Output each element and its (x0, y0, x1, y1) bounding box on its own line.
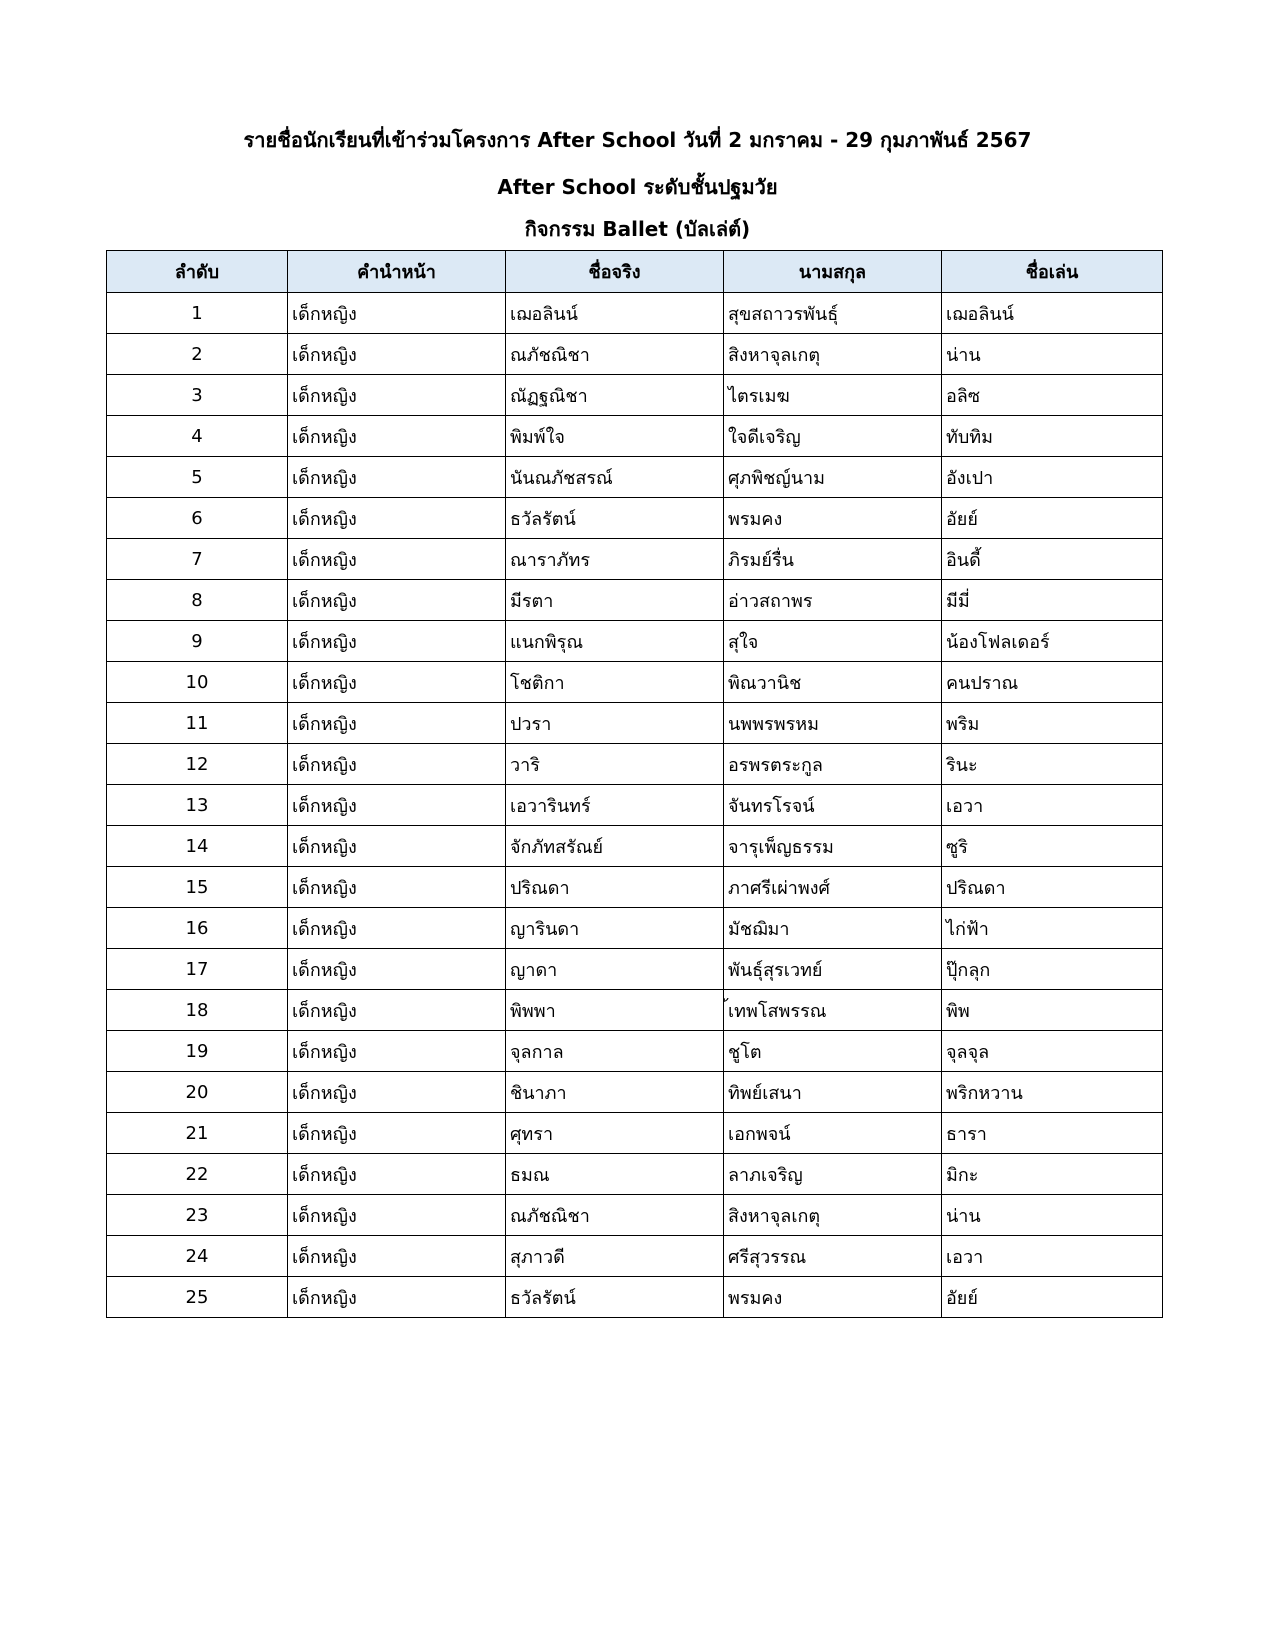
order-cell: 20 (107, 1072, 288, 1113)
table-row (107, 1113, 1163, 1154)
last-name-cell: ้เทพโสพรรณ (724, 990, 942, 1031)
table-row (107, 375, 1163, 416)
last-name-cell: ชูโต (724, 1031, 942, 1072)
table-row (107, 498, 1163, 539)
nickname-cell: เอวา (942, 1236, 1163, 1277)
document-title: รายชื่อนักเรียนที่เข้าร่วมโครงการ After School วันที่ 2 มกราคม - 29 กุมภาพันธ์ 2567 (243, 128, 1032, 152)
last-name-cell: นพพรพรหม (724, 703, 942, 744)
last-name-cell: พรมคง (724, 498, 942, 539)
last-name-cell: ไตรเมฆ (724, 375, 942, 416)
last-name-cell: สุใจ (724, 621, 942, 662)
first-name-cell: ศุทรา (506, 1113, 724, 1154)
nickname-cell: มิกะ (942, 1154, 1163, 1195)
nickname-cell: น่าน (942, 1195, 1163, 1236)
prefix-cell: เด็กหญิง (288, 908, 506, 949)
last-name-cell: พรมคง (724, 1277, 942, 1318)
order-cell: 10 (107, 662, 288, 703)
order-cell: 3 (107, 375, 288, 416)
order-cell: 13 (107, 785, 288, 826)
last-name-cell: พันธุ์สุรเวทย์ (724, 949, 942, 990)
last-name-cell: มัชฌิมา (724, 908, 942, 949)
order-cell: 2 (107, 334, 288, 375)
first-name-cell: แนกพิรุณ (506, 621, 724, 662)
table-row (107, 457, 1163, 498)
last-name-cell: ทิพย์เสนา (724, 1072, 942, 1113)
order-cell: 5 (107, 457, 288, 498)
first-name-cell: จักภัทสรัณย์ (506, 826, 724, 867)
prefix-cell: เด็กหญิง (288, 1072, 506, 1113)
nickname-cell: ทับทิม (942, 416, 1163, 457)
table-row (107, 580, 1163, 621)
nickname-cell: อลิซ (942, 375, 1163, 416)
last-name-cell: สิงหาจุลเกตุ (724, 1195, 942, 1236)
first-name-cell: พิมพ์ใจ (506, 416, 724, 457)
last-name-cell: พิณวานิช (724, 662, 942, 703)
student-roster-table (106, 250, 1163, 1318)
table-row (107, 949, 1163, 990)
last-name-cell: จันทรโรจน์ (724, 785, 942, 826)
table-row (107, 990, 1163, 1031)
nickname-cell: พิพ (942, 990, 1163, 1031)
first-name-cell: ณภัชณิชา (506, 1195, 724, 1236)
last-name-cell: สุขสถาวรพันธุ์ (724, 293, 942, 334)
nickname-cell: อินดี้ (942, 539, 1163, 580)
first-name-cell: เฌอลินน์ (506, 293, 724, 334)
nickname-cell: ไก่ฟ้า (942, 908, 1163, 949)
first-name-cell: ธวัลรัตน์ (506, 1277, 724, 1318)
first-name-cell: ปริณดา (506, 867, 724, 908)
nickname-cell: พริกหวาน (942, 1072, 1163, 1113)
nickname-cell: รินะ (942, 744, 1163, 785)
header-row (107, 251, 1163, 293)
table-row (107, 1154, 1163, 1195)
prefix-cell: เด็กหญิง (288, 580, 506, 621)
prefix-cell: เด็กหญิง (288, 334, 506, 375)
table-row (107, 539, 1163, 580)
activity-title: กิจกรรม Ballet (บัลเล่ต์) (524, 217, 751, 241)
table-row (107, 1277, 1163, 1318)
first-name-cell: เอวารินทร์ (506, 785, 724, 826)
nickname-cell: อัยย์ (942, 498, 1163, 539)
order-cell: 4 (107, 416, 288, 457)
first-name-cell: ณภัชณิชา (506, 334, 724, 375)
column-header-nickname: ชื่อเล่น (942, 251, 1163, 293)
nickname-cell: ปุ๊กลุก (942, 949, 1163, 990)
order-cell: 25 (107, 1277, 288, 1318)
column-header-order: ลำดับ (107, 251, 288, 293)
order-cell: 11 (107, 703, 288, 744)
table-body (107, 293, 1163, 1318)
table-row (107, 908, 1163, 949)
prefix-cell: เด็กหญิง (288, 867, 506, 908)
table-row (107, 1072, 1163, 1113)
nickname-cell: คนปราณ (942, 662, 1163, 703)
prefix-cell: เด็กหญิง (288, 990, 506, 1031)
nickname-cell: ซูริ (942, 826, 1163, 867)
nickname-cell: จุลจุล (942, 1031, 1163, 1072)
order-cell: 1 (107, 293, 288, 334)
first-name-cell: มีรตา (506, 580, 724, 621)
last-name-cell: จารุเพ็ญธรรม (724, 826, 942, 867)
last-name-cell: เอกพจน์ (724, 1113, 942, 1154)
table-header (107, 251, 1163, 293)
order-cell: 14 (107, 826, 288, 867)
prefix-cell: เด็กหญิง (288, 498, 506, 539)
order-cell: 17 (107, 949, 288, 990)
order-cell: 7 (107, 539, 288, 580)
first-name-cell: ญาดา (506, 949, 724, 990)
order-cell: 18 (107, 990, 288, 1031)
table-row (107, 785, 1163, 826)
prefix-cell: เด็กหญิง (288, 703, 506, 744)
first-name-cell: จุลกาล (506, 1031, 724, 1072)
prefix-cell: เด็กหญิง (288, 375, 506, 416)
last-name-cell: อรพรตระกูล (724, 744, 942, 785)
last-name-cell: อ่าวสถาพร (724, 580, 942, 621)
nickname-cell: น่าน (942, 334, 1163, 375)
order-cell: 24 (107, 1236, 288, 1277)
first-name-cell: พิพพา (506, 990, 724, 1031)
nickname-cell: มีมี่ (942, 580, 1163, 621)
order-cell: 21 (107, 1113, 288, 1154)
order-cell: 22 (107, 1154, 288, 1195)
first-name-cell: ธมณ (506, 1154, 724, 1195)
prefix-cell: เด็กหญิง (288, 539, 506, 580)
order-cell: 9 (107, 621, 288, 662)
prefix-cell: เด็กหญิง (288, 744, 506, 785)
table-row (107, 826, 1163, 867)
first-name-cell: ธวัลรัตน์ (506, 498, 724, 539)
nickname-cell: ธารา (942, 1113, 1163, 1154)
nickname-cell: อังเปา (942, 457, 1163, 498)
nickname-cell: เฌอลินน์ (942, 293, 1163, 334)
prefix-cell: เด็กหญิง (288, 1154, 506, 1195)
prefix-cell: เด็กหญิง (288, 416, 506, 457)
prefix-cell: เด็กหญิง (288, 662, 506, 703)
last-name-cell: ใจดีเจริญ (724, 416, 942, 457)
order-cell: 19 (107, 1031, 288, 1072)
first-name-cell: ชินาภา (506, 1072, 724, 1113)
table-row (107, 1236, 1163, 1277)
order-cell: 15 (107, 867, 288, 908)
prefix-cell: เด็กหญิง (288, 1236, 506, 1277)
document-subtitle: After School ระดับชั้นปฐมวัย (497, 175, 778, 199)
prefix-cell: เด็กหญิง (288, 293, 506, 334)
table-row (107, 867, 1163, 908)
last-name-cell: ลาภเจริญ (724, 1154, 942, 1195)
order-cell: 6 (107, 498, 288, 539)
first-name-cell: โชติกา (506, 662, 724, 703)
prefix-cell: เด็กหญิง (288, 457, 506, 498)
last-name-cell: ภาศรีเผ่าพงศ์ (724, 867, 942, 908)
first-name-cell: ณาราภัทร (506, 539, 724, 580)
prefix-cell: เด็กหญิง (288, 1277, 506, 1318)
nickname-cell: ปริณดา (942, 867, 1163, 908)
prefix-cell: เด็กหญิง (288, 1113, 506, 1154)
first-name-cell: ณัฏฐณิชา (506, 375, 724, 416)
last-name-cell: ศุภพิชญ์นาม (724, 457, 942, 498)
column-header-last-name: นามสกุล (724, 251, 942, 293)
table-row (107, 662, 1163, 703)
nickname-cell: เอวา (942, 785, 1163, 826)
order-cell: 16 (107, 908, 288, 949)
prefix-cell: เด็กหญิง (288, 1031, 506, 1072)
table-row (107, 744, 1163, 785)
table-row (107, 1195, 1163, 1236)
first-name-cell: สุภาวดี (506, 1236, 724, 1277)
table-row (107, 293, 1163, 334)
first-name-cell: ปวรา (506, 703, 724, 744)
nickname-cell: อัยย์ (942, 1277, 1163, 1318)
order-cell: 8 (107, 580, 288, 621)
column-header-prefix: คำนำหน้า (288, 251, 506, 293)
order-cell: 23 (107, 1195, 288, 1236)
prefix-cell: เด็กหญิง (288, 949, 506, 990)
first-name-cell: วาริ (506, 744, 724, 785)
last-name-cell: ศรีสุวรรณ (724, 1236, 942, 1277)
column-header-first-name: ชื่อจริง (506, 251, 724, 293)
first-name-cell: นันณภัชสรณ์ (506, 457, 724, 498)
table-row (107, 621, 1163, 662)
last-name-cell: ภิรมย์รื่น (724, 539, 942, 580)
first-name-cell: ญารินดา (506, 908, 724, 949)
order-cell: 12 (107, 744, 288, 785)
nickname-cell: พริม (942, 703, 1163, 744)
prefix-cell: เด็กหญิง (288, 621, 506, 662)
nickname-cell: น้องโฟลเดอร์ (942, 621, 1163, 662)
prefix-cell: เด็กหญิง (288, 1195, 506, 1236)
table-row (107, 703, 1163, 744)
prefix-cell: เด็กหญิง (288, 826, 506, 867)
prefix-cell: เด็กหญิง (288, 785, 506, 826)
last-name-cell: สิงหาจุลเกตุ (724, 334, 942, 375)
table-row (107, 334, 1163, 375)
table-row (107, 1031, 1163, 1072)
table-row (107, 416, 1163, 457)
